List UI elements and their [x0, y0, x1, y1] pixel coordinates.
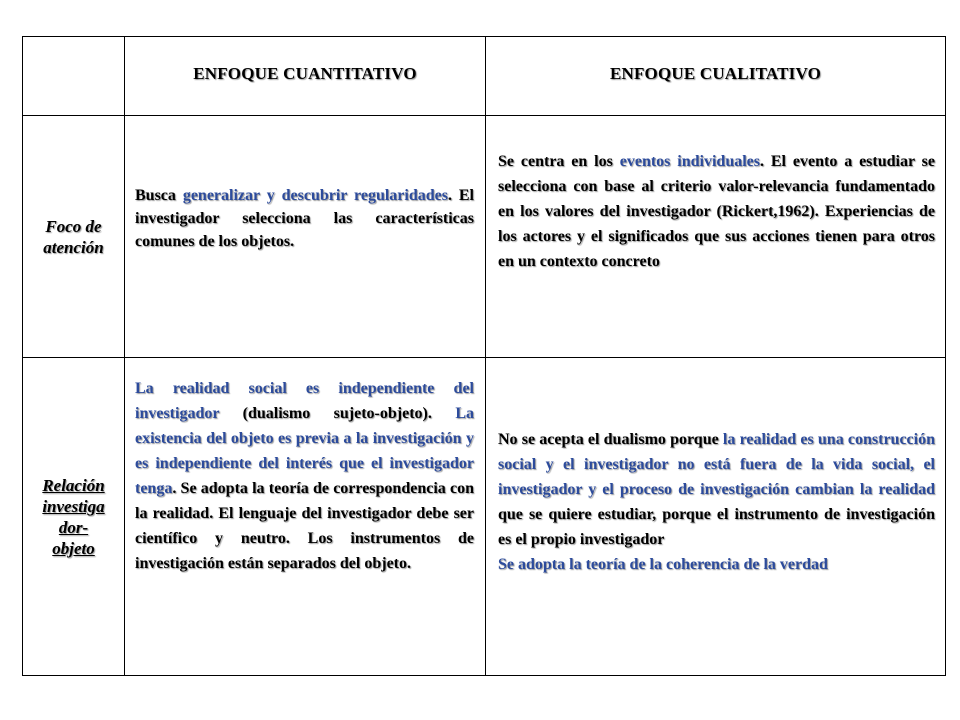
row-label-line: objeto [52, 538, 95, 558]
row-label-focus [23, 116, 125, 358]
text-segment: . Se adopta la teoría de correspondencia con la realidad. El lenguaje del investigador debe ser científico y neutro. Los instrumentos de investigación están separados del objeto. [135, 480, 474, 572]
row-relation [23, 358, 946, 676]
text-segment: . El investigador selecciona las características comunes de los objetos. [135, 187, 474, 250]
cell-focus-quantitative [125, 116, 486, 358]
text-segment: No se acepta el dualismo porque [498, 431, 723, 448]
text-segment: Se centra en los [498, 153, 620, 170]
cell-relation-quantitative [125, 358, 486, 676]
text-segment: . El evento a estudiar se selecciona con base al criterio valor-relevancia fundamentado en los valores del investigador (Rickert,1962). Experiencias de los actores y el significados que sus acciones tienen para otros en un contexto concreto [498, 153, 936, 270]
text-segment: Se adopta la teoría de la coherencia de la verdad [498, 556, 828, 573]
row-focus [23, 116, 946, 358]
text-segment: (dualismo sujeto-objeto). [219, 405, 456, 422]
text-segment: La realidad social es independiente del investigador [135, 380, 474, 422]
header-row [23, 37, 946, 116]
row-label-line: Relación [42, 475, 105, 495]
text-segment: La existencia del objeto es previa a la investigación y es independiente del interés que el investigador tenga [135, 405, 474, 497]
header-quantitative: ENFOQUE CUANTITATIVO [125, 37, 486, 116]
text-segment: Busca [135, 187, 183, 204]
header-qualitative: ENFOQUE CUALITATIVO [486, 37, 946, 116]
text-segment: generalizar y descubrir regularidades [182, 187, 448, 204]
row-label-line: investiga [42, 496, 105, 516]
row-label-relation [23, 358, 125, 676]
text-segment: la realidad es una construcción social y el investigador no está fuera de la vida social, [498, 431, 935, 473]
cell-focus-qualitative [486, 116, 946, 358]
comparison-table [22, 36, 946, 676]
row-label-line: dor- [58, 517, 89, 537]
header-empty-cell [23, 37, 125, 116]
text-segment: eventos individuales [619, 153, 760, 170]
text-segment: que se quiere estudiar, porque el instrumento de investigación es el propio investigador [498, 506, 935, 548]
row-label-line: atención [43, 237, 104, 257]
text-segment: el investigador y el proceso de investigación cambian la realidad [498, 456, 936, 498]
row-label-line: Foco de [45, 216, 102, 236]
cell-relation-qualitative [486, 358, 946, 676]
